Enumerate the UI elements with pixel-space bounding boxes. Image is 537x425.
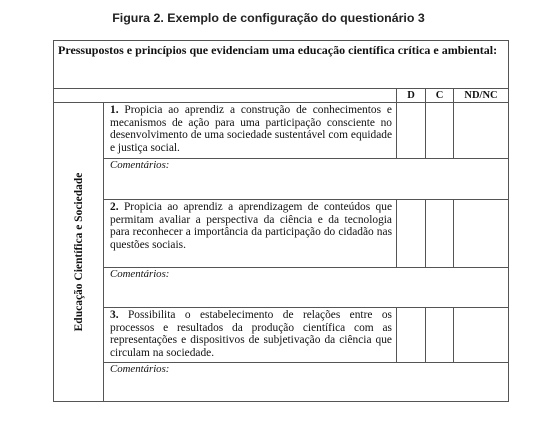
- item-2-nd-nc-cell[interactable]: [454, 200, 509, 268]
- item-2-c-cell[interactable]: [426, 200, 454, 268]
- item-3-nd-nc-cell[interactable]: [454, 308, 509, 363]
- item-2-statement: Propicia ao aprendiz a aprendizagem de conteúdos que permitam avaliar a perspectiva da ciência e da tecnologia para reconhecer a importância da participação do cidadão nas questões sociais.: [110, 201, 392, 251]
- item-3-number: 3.: [110, 309, 119, 321]
- column-header-d: D: [397, 89, 426, 103]
- item-1-statement: Propicia ao aprendiz a construção de conhecimentos e mecanismos de ação para uma participação consciente no desenvolvimento de uma sociedade sustentável com equidade e justiça social.: [110, 104, 392, 154]
- item-2-comment-label: Comentários:: [110, 268, 170, 280]
- item-3-c-cell[interactable]: [426, 308, 454, 363]
- item-1-comment-field[interactable]: [104, 159, 509, 200]
- item-2-comment-field[interactable]: [104, 268, 509, 308]
- item-3-d-cell[interactable]: [397, 308, 426, 363]
- item-1-c-cell[interactable]: [426, 103, 454, 159]
- item-3-statement: Possibilita o estabelecimento de relações entre os processos e resultados da produção científica com as representações e dispositivos de subjetivação da ciência que circulam na sociedade.: [110, 309, 392, 359]
- item-1-nd-nc-cell[interactable]: [454, 103, 509, 159]
- item-2-text: [104, 200, 397, 268]
- figure-title: Figura 2. Exemplo de configuração do questionário 3: [112, 11, 425, 25]
- item-3-text: [104, 308, 397, 363]
- item-1-number: 1.: [110, 104, 119, 116]
- category-label: Educação Científica e Sociedade: [72, 172, 85, 332]
- category-cell: [54, 103, 104, 402]
- item-3-comment-field[interactable]: [104, 363, 509, 402]
- empty-header-cell: [54, 89, 397, 103]
- item-3-comment-label: Comentários:: [110, 363, 170, 375]
- questionnaire-table: [53, 40, 509, 402]
- item-1-d-cell[interactable]: [397, 103, 426, 159]
- item-1-comment-label: Comentários:: [110, 159, 170, 171]
- item-1-text: [104, 103, 397, 159]
- column-header-c: C: [426, 89, 454, 103]
- table-header: Pressupostos e princípios que evidenciam uma educação científica crítica e ambiental:: [54, 41, 509, 89]
- column-header-nd-nc: ND/NC: [454, 89, 509, 103]
- item-2-d-cell[interactable]: [397, 200, 426, 268]
- item-2-number: 2.: [110, 201, 119, 213]
